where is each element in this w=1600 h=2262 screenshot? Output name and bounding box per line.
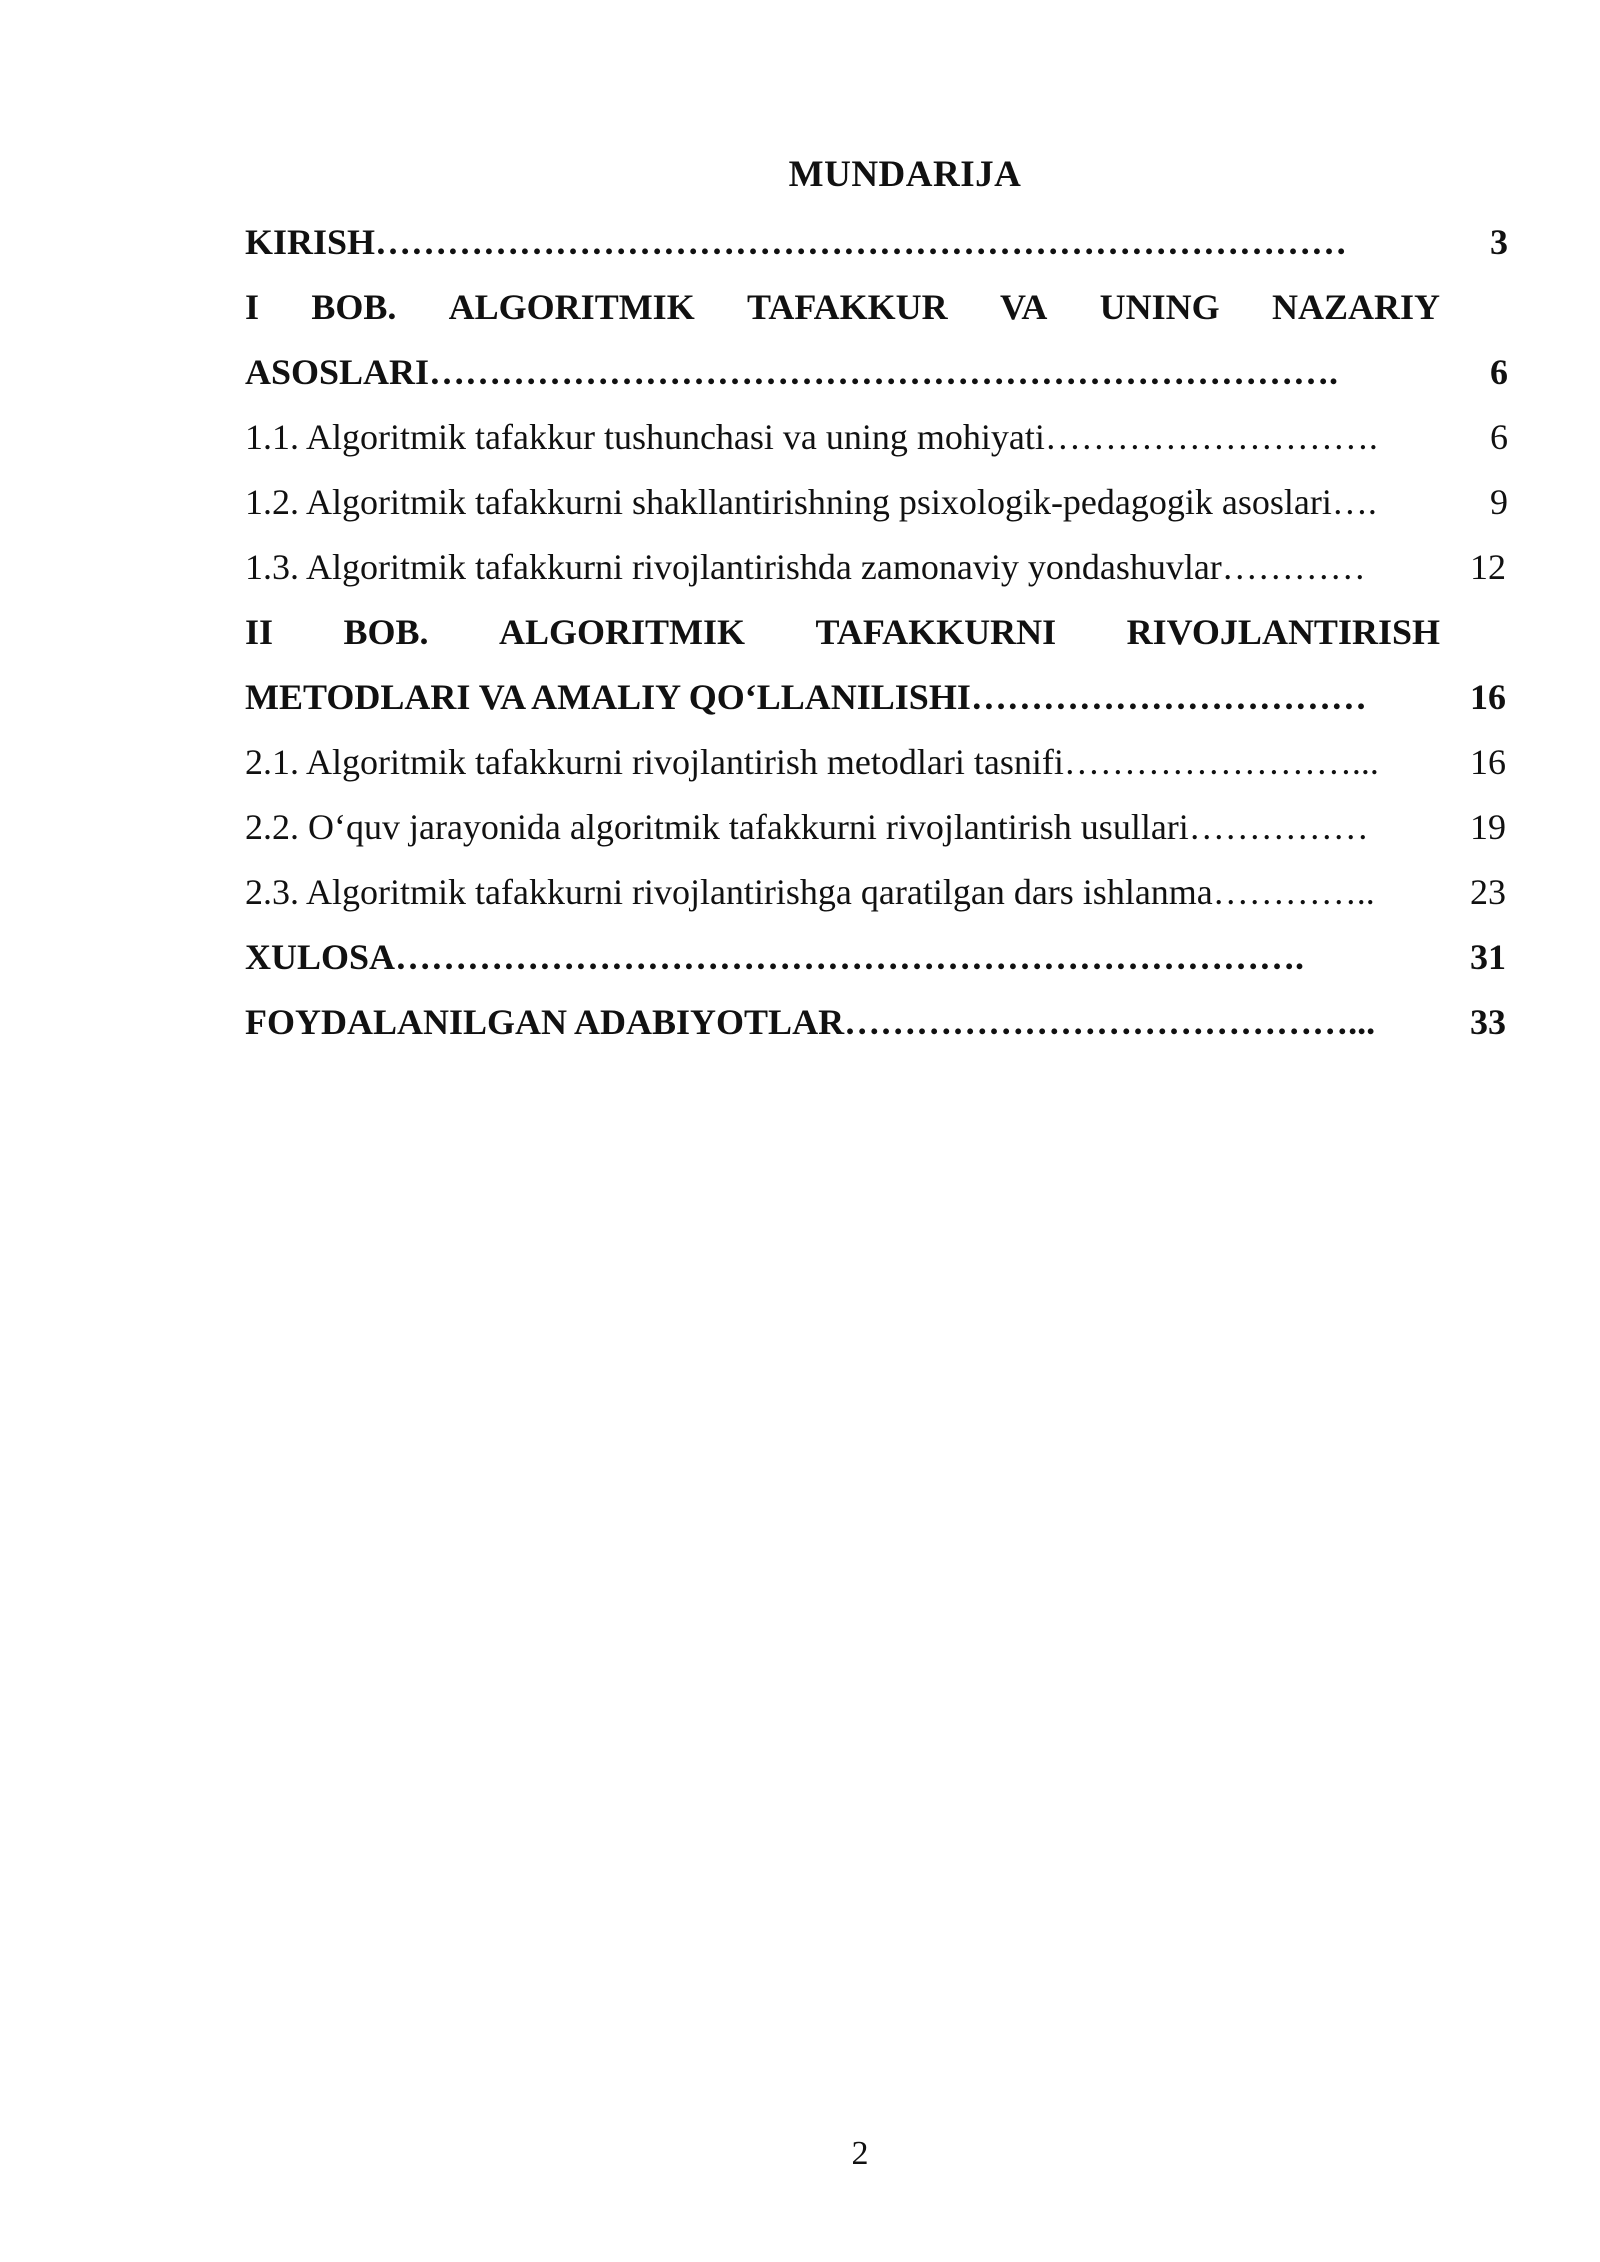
toc-entry-text — [245, 275, 1440, 340]
toc-entry-1-2[interactable] — [245, 470, 1515, 535]
heading-word: ALGORITMIK — [448, 287, 695, 327]
toc-entry-text — [245, 600, 1440, 665]
heading-word: ALGORITMIK — [499, 612, 746, 652]
toc-entry-chapter-1[interactable] — [245, 340, 1515, 405]
toc-entry-text: FOYDALANILGAN ADABIYOTLAR……………………………………... — [245, 1002, 1376, 1042]
toc-entry-xulosa[interactable] — [245, 925, 1515, 990]
toc-entry-chapter-2-heading[interactable] — [245, 600, 1515, 665]
toc-entry-page: 16 — [1470, 677, 1506, 717]
heading-word: II — [245, 612, 274, 652]
toc-entry-page: 6 — [1490, 417, 1508, 457]
toc-entry-text: METODLARI VA AMALIY QO‘LLANILISHI…………………………… — [245, 677, 1367, 717]
toc-entry-chapter-2[interactable] — [245, 665, 1515, 730]
heading-word: BOB. — [343, 612, 429, 652]
page-number: 2 — [851, 2135, 869, 2172]
toc-entry-text: 1.3. Algoritmik tafakkurni rivojlantirishda zamonaviy yondashuvlar………… — [245, 547, 1366, 587]
toc-entry-page: 12 — [1470, 547, 1506, 587]
toc-entry-page: 9 — [1490, 482, 1508, 522]
heading-word: RIVOJLANTIRISH — [1126, 612, 1440, 652]
toc-entry-2-3[interactable] — [245, 860, 1515, 925]
heading-word: UNING — [1099, 287, 1220, 327]
heading-word: BOB. — [311, 287, 397, 327]
toc-entry-page: 23 — [1470, 872, 1506, 912]
toc-entry-1-3[interactable] — [245, 535, 1515, 600]
toc-entry-text: ASOSLARI…………………………………………………………………. — [245, 352, 1339, 392]
toc-entry-2-1[interactable] — [245, 730, 1515, 795]
heading-word: TAFAKKUR — [747, 287, 948, 327]
toc-entry-page: 31 — [1470, 937, 1506, 977]
heading-word: I — [245, 287, 260, 327]
toc-entry-page: 6 — [1490, 352, 1508, 392]
toc-entry-text: 2.3. Algoritmik tafakkurni rivojlantirishga qaratilgan dars ishlanma………….. — [245, 872, 1375, 912]
toc-entry-text: XULOSA…………………………………………………………………. — [245, 937, 1305, 977]
heading-word: NAZARIY — [1271, 287, 1440, 327]
toc-entry-text: 1.1. Algoritmik tafakkur tushunchasi va uning mohiyati………………………. — [245, 417, 1378, 457]
toc-entry-text: 2.2. O‘quv jarayonida algoritmik tafakkurni rivojlantirish usullari…………… — [245, 807, 1369, 847]
heading-word: TAFAKKURNI — [815, 612, 1057, 652]
toc-entry-kirish[interactable] — [245, 210, 1515, 275]
toc-entry-chapter-1-heading[interactable] — [245, 275, 1515, 340]
toc-title: MUNDARIJA — [788, 154, 1022, 195]
toc-entry-adabiyotlar[interactable] — [245, 990, 1515, 1055]
toc-entry-text: 2.1. Algoritmik tafakkurni rivojlantirish metodlari tasnifi……………………... — [245, 742, 1379, 782]
toc-entry-text: KIRISH……………………………………………………………………… — [245, 222, 1348, 262]
toc-entry-page: 16 — [1470, 742, 1506, 782]
toc-entry-page: 19 — [1470, 807, 1506, 847]
table-of-contents — [245, 210, 1515, 1055]
toc-entry-2-2[interactable] — [245, 795, 1515, 860]
heading-word: VA — [999, 287, 1048, 327]
toc-entry-text: 1.2. Algoritmik tafakkurni shakllantirishning psixologik-pedagogik asoslari…. — [245, 482, 1377, 522]
toc-entry-page: 33 — [1470, 1002, 1506, 1042]
toc-entry-page: 3 — [1490, 222, 1508, 262]
toc-entry-1-1[interactable] — [245, 405, 1515, 470]
